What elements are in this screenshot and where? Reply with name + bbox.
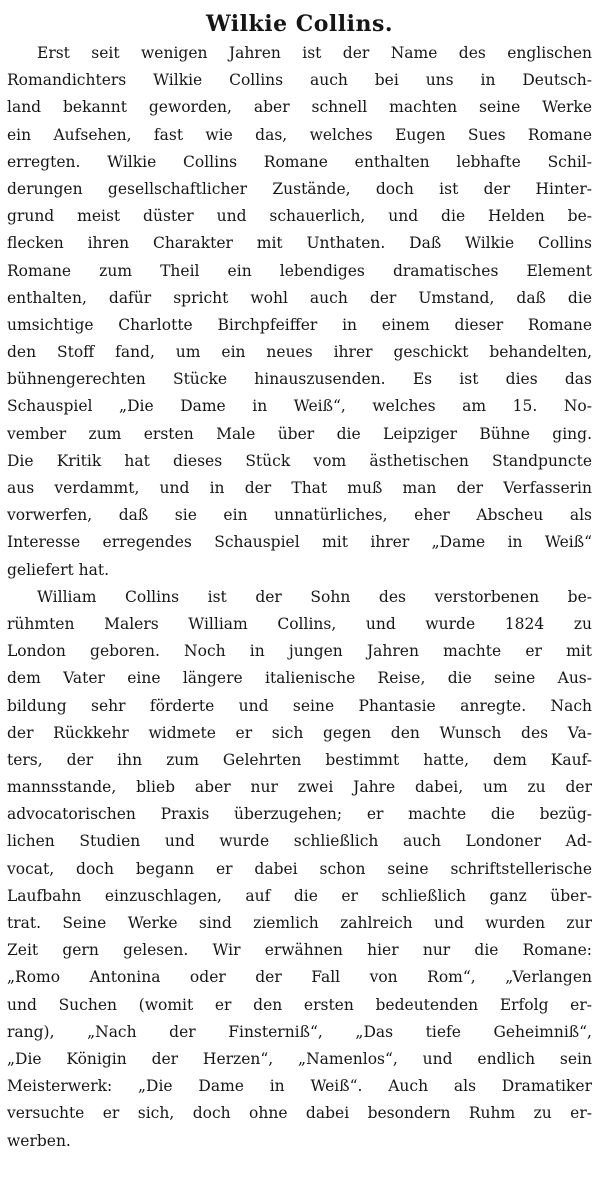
text-line: rang), „Nach der Finsterniß“, „Das tiefe Geheimniß“, <box>7 1022 592 1041</box>
text-line: versuchte er sich, doch ohne dabei besondern Ruhm zu er- <box>7 1104 592 1123</box>
text-line: der Rückkehr widmete er sich gegen den Wunsch des Va- <box>7 723 592 742</box>
article-title: Wilkie Collins. <box>205 11 394 37</box>
text-line: mannsstande, blieb aber nur zwei Jahre dabei, um zu der <box>7 778 592 797</box>
text-line: Die Kritik hat dieses Stück vom ästhetischen Standpuncte <box>7 451 592 470</box>
text-line: rühmten Malers William Collins, und wurde 1824 zu <box>7 614 592 633</box>
text-line: „Romo Antonina oder der Fall von Rom“, „Verlangen <box>7 968 592 987</box>
text-line: bühnengerechten Stücke hinauszusenden. Es ist dies das <box>7 370 592 389</box>
text-line: und Suchen (womit er den ersten bedeutenden Erfolg er- <box>7 995 592 1014</box>
text-line: vorwerfen, daß sie ein unnatürliches, eher Abscheu als <box>7 506 592 525</box>
text-line: aus verdammt, und in der That muß man der Verfasserin <box>7 479 592 497</box>
text-line: William Collins ist der Sohn des verstorbenen be- <box>37 587 592 606</box>
text-line: London geboren. Noch in jungen Jahren machte er mit <box>7 642 592 661</box>
text-line: Romandichters Wilkie Collins auch bei uns in Deutsch- <box>7 71 592 90</box>
text-line: ters, der ihn zum Gelehrten bestimmt hatte, dem Kauf- <box>7 750 592 769</box>
text-line: erregten. Wilkie Collins Romane enthalten lebhafte Schil- <box>7 152 592 171</box>
text-line: Zeit gern gelesen. Wir erwähnen hier nur die Romane: <box>7 941 592 960</box>
text-line: grund meist düster und schauerlich, und die Helden be- <box>7 207 592 226</box>
text-line: Romane zum Theil ein lebendiges dramatisches Element <box>7 261 592 280</box>
article-paragraph <box>7 40 592 584</box>
text-line: derungen gesellschaftlicher Zustände, doch ist der Hinter- <box>7 179 592 198</box>
text-line: Schauspiel „Die Dame in Weiß“, welches am 15. No- <box>7 397 592 416</box>
text-line: lichen Studien und wurde schließlich auch Londoner Ad- <box>7 832 592 851</box>
text-line: geliefert hat. <box>7 560 110 579</box>
text-line: Meisterwerk: „Die Dame in Weiß“. Auch als Dramatiker <box>7 1077 592 1096</box>
text-line: flecken ihren Charakter mit Unthaten. Daß Wilkie Collins <box>7 234 592 253</box>
text-line: trat. Seine Werke sind ziemlich zahlreich und wurden zur <box>7 914 592 932</box>
text-line: Laufbahn einzuschlagen, auf die er schließlich ganz über- <box>7 886 592 905</box>
text-line: „Die Königin der Herzen“, „Namenlos“, und endlich sein <box>7 1049 592 1068</box>
text-line: den Stoff fand, um ein neues ihrer geschickt behandelten, <box>7 343 592 362</box>
text-line: dem Vater eine längere italienische Reise, die seine Aus- <box>7 669 592 688</box>
article-body <box>7 40 592 1155</box>
text-line: vember zum ersten Male über die Leipziger Bühne ging. <box>7 424 592 443</box>
text-line: land bekannt geworden, aber schnell machten seine Werke <box>7 98 592 117</box>
text-line: ein Aufsehen, fast wie das, welches Eugen Sues Romane <box>7 125 592 144</box>
text-line: vocat, doch begann er dabei schon seine schriftstellerische <box>7 859 592 878</box>
text-line: advocatorischen Praxis überzugehen; er machte die bezüg- <box>7 805 592 824</box>
text-line: enthalten, dafür spricht wohl auch der Umstand, daß die <box>7 288 592 307</box>
article-paragraph <box>7 584 592 1155</box>
text-line: umsichtige Charlotte Birchpfeiffer in einem dieser Romane <box>7 315 592 334</box>
text-line: Erst seit wenigen Jahren ist der Name des englischen <box>37 44 592 62</box>
text-line: bildung sehr förderte und seine Phantasie anregte. Nach <box>7 696 592 715</box>
text-line: werben. <box>7 1131 71 1150</box>
text-line: Interesse erregendes Schauspiel mit ihrer „Dame in Weiß“ <box>7 533 592 552</box>
